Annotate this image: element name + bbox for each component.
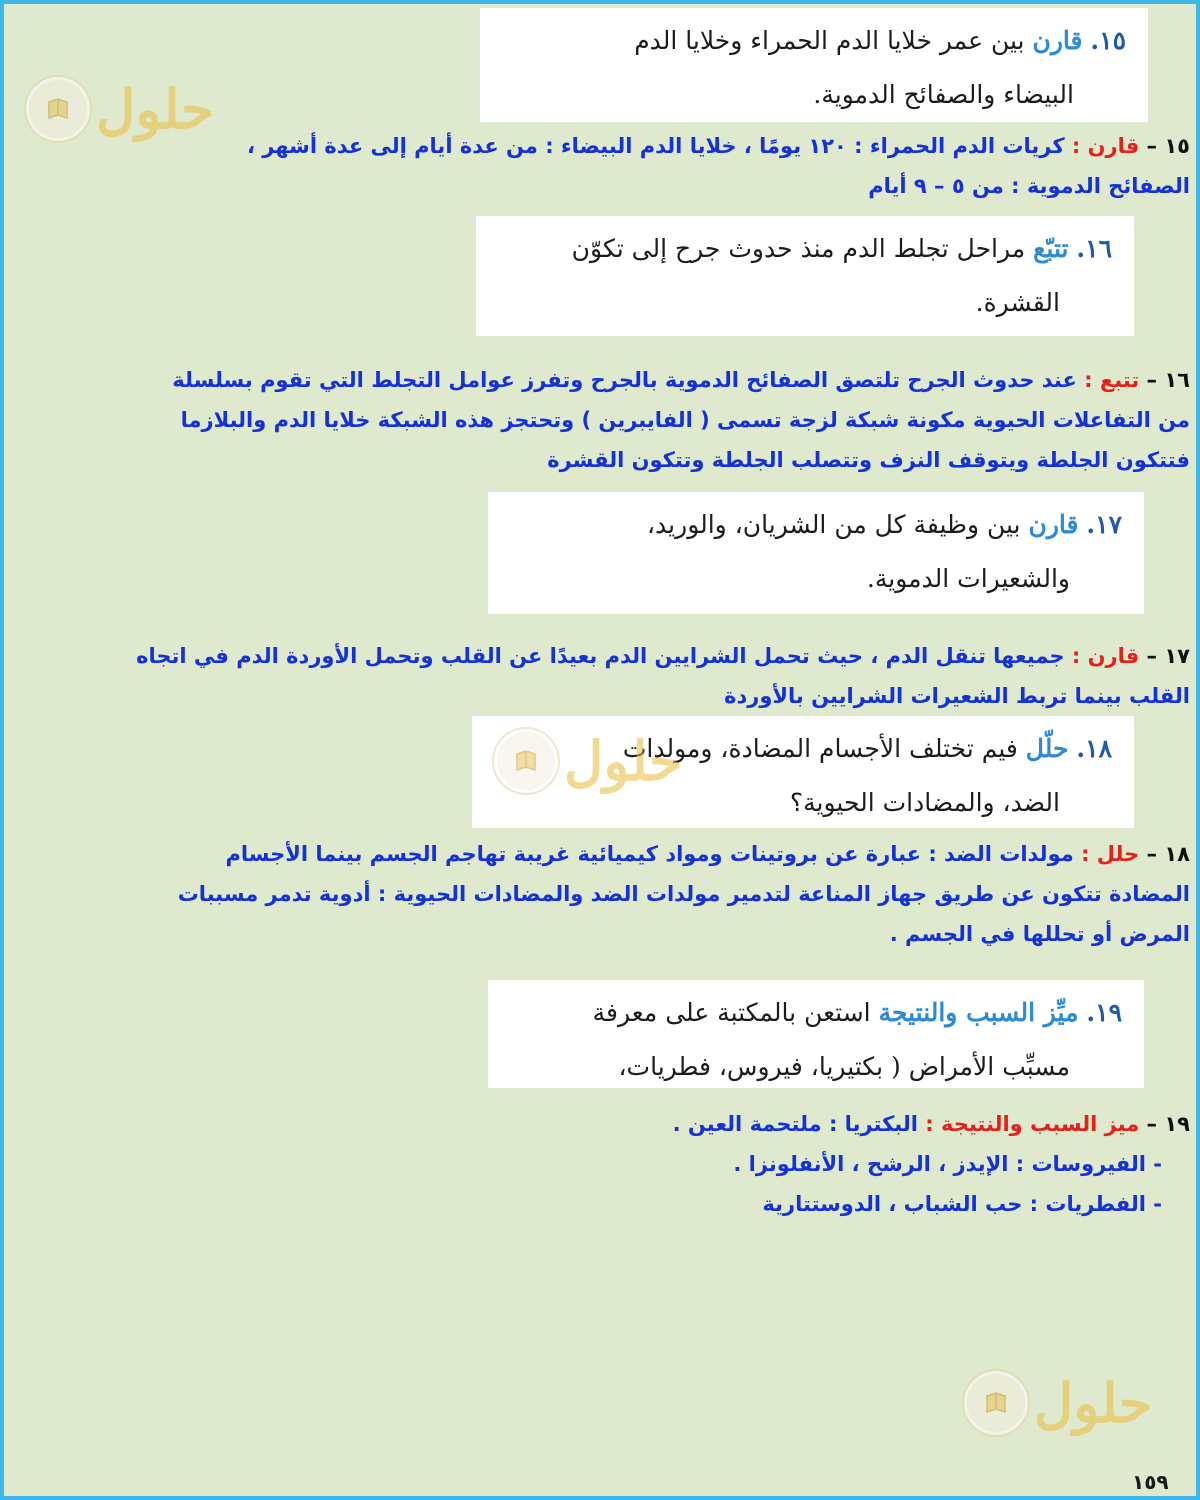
question-line: والشعيرات الدموية.: [866, 564, 1070, 593]
question-number: ١٨.: [1076, 734, 1112, 763]
question-verb: ميِّز السبب والنتيجة: [878, 998, 1079, 1027]
answer-verb: ميز السبب والنتيجة :: [925, 1112, 1140, 1136]
answer-line: [24, 636, 1190, 676]
question-text: استعن بالمكتبة على معرفة: [592, 998, 871, 1027]
answer-18: [24, 834, 1190, 954]
question-text: بين عمر خلايا الدم الحمراء وخلايا الدم: [634, 26, 1025, 55]
answer-text: كريات الدم الحمراء : ١٢٠ يومًا ، خلايا الدم البيضاء : من عدة أيام إلى عدة أشهر ،: [246, 134, 1065, 158]
question-line: [502, 14, 1126, 68]
answer-line: [24, 834, 1190, 874]
answer-number: ١٥ –: [1146, 134, 1190, 158]
answer-verb: تتبع :: [1084, 368, 1140, 392]
question-text: بين وظيفة كل من الشريان، والوريد،: [646, 510, 1021, 539]
answer-number: ١٩ –: [1146, 1112, 1190, 1136]
question-verb: حلّل: [1025, 734, 1069, 763]
question-16-box: [476, 216, 1134, 336]
question-text: فيم تختلف الأجسام المضادة، ومولدات: [622, 734, 1018, 763]
answer-line: [24, 360, 1190, 400]
question-number: ١٦.: [1076, 234, 1112, 263]
answer-line: المضادة تتكون عن طريق جهاز المناعة لتدمير مولدات الضد والمضادات الحيوية : أدوية تدمر مسببات: [177, 882, 1190, 906]
answer-17: [24, 636, 1190, 716]
watermark-logo: [494, 730, 682, 792]
answer-number: ١٧ –: [1146, 644, 1190, 668]
answer-text: جميعها تنقل الدم ، حيث تحمل الشرايين الدم بعيدًا عن القلب وتحمل الأوردة الدم في اتجاه: [136, 644, 1065, 668]
watermark-logo: [964, 1372, 1152, 1434]
watermark-text: حلول: [1034, 1371, 1153, 1435]
answer-number: ١٨ –: [1146, 842, 1190, 866]
answer-line: [404, 1104, 1190, 1144]
watermark-text: حلول: [96, 77, 215, 141]
question-verb: قارن: [1032, 26, 1083, 55]
book-seal-icon: [964, 1371, 1028, 1435]
answer-line: فتتكون الجلطة ويتوقف النزف وتتصلب الجلطة وتتكون القشرة: [547, 448, 1190, 472]
watermark-text: حلول: [564, 729, 683, 793]
answer-16: [24, 360, 1190, 480]
watermark-logo: [26, 78, 214, 140]
question-line: [510, 986, 1122, 1040]
question-line: مسبِّب الأمراض ( بكتيريا، فيروس، فطريات،: [618, 1052, 1070, 1081]
question-verb: قارن: [1028, 510, 1079, 539]
answer-verb: قارن :: [1071, 644, 1140, 668]
answer-19: [404, 1104, 1190, 1224]
answer-line: الصفائح الدموية : من ٥ – ٩ أيام: [868, 174, 1190, 198]
question-line: الضد، والمضادات الحيوية؟: [789, 788, 1060, 817]
question-number: ١٩.: [1086, 998, 1122, 1027]
question-verb: تتبّع: [1033, 234, 1069, 263]
question-line: [510, 498, 1122, 552]
book-seal-icon: [26, 77, 90, 141]
question-line: [498, 222, 1112, 276]
answer-verb: قارن :: [1071, 134, 1140, 158]
question-line: القشرة.: [975, 288, 1060, 317]
answer-text: مولدات الضد : عبارة عن بروتينات ومواد كيميائية غريبة تهاجم الجسم بينما الأجسام: [225, 842, 1074, 866]
answer-line: - الفطريات : حب الشباب ، الدوستتارية: [762, 1192, 1162, 1216]
page-number: ١٥٩: [1132, 1470, 1169, 1494]
answer-text: عند حدوث الجرح تلتصق الصفائح الدموية بالجرح وتفرز عوامل التجلط التي تقوم بسلسلة: [172, 368, 1077, 392]
answer-line: المرض أو تحللها في الجسم .: [889, 922, 1190, 946]
book-seal-icon: [494, 729, 558, 793]
question-number: ١٥.: [1090, 26, 1126, 55]
question-19-box: [488, 980, 1144, 1088]
answer-text: البكتريا : ملتحمة العين .: [672, 1112, 918, 1136]
answer-number: ١٦ –: [1146, 368, 1190, 392]
question-15-box: [480, 8, 1148, 122]
worksheet-page: [4, 4, 1196, 1496]
answer-verb: حلل :: [1081, 842, 1140, 866]
answer-line: - الفيروسات : الإيدز ، الرشح ، الأنفلونزا .: [733, 1152, 1162, 1176]
question-line: البيضاء والصفائح الدموية.: [813, 80, 1074, 109]
answer-line: القلب بينما تربط الشعيرات الشرايين بالأوردة: [724, 684, 1190, 708]
question-text: مراحل تجلط الدم منذ حدوث جرح إلى تكوّن: [571, 234, 1026, 263]
answer-line: من التفاعلات الحيوية مكونة شبكة لزجة تسمى ( الفايبرين ) وتحتجز هذه الشبكة خلايا الدم والبلازما: [180, 408, 1190, 432]
question-number: ١٧.: [1086, 510, 1122, 539]
question-17-box: [488, 492, 1144, 614]
